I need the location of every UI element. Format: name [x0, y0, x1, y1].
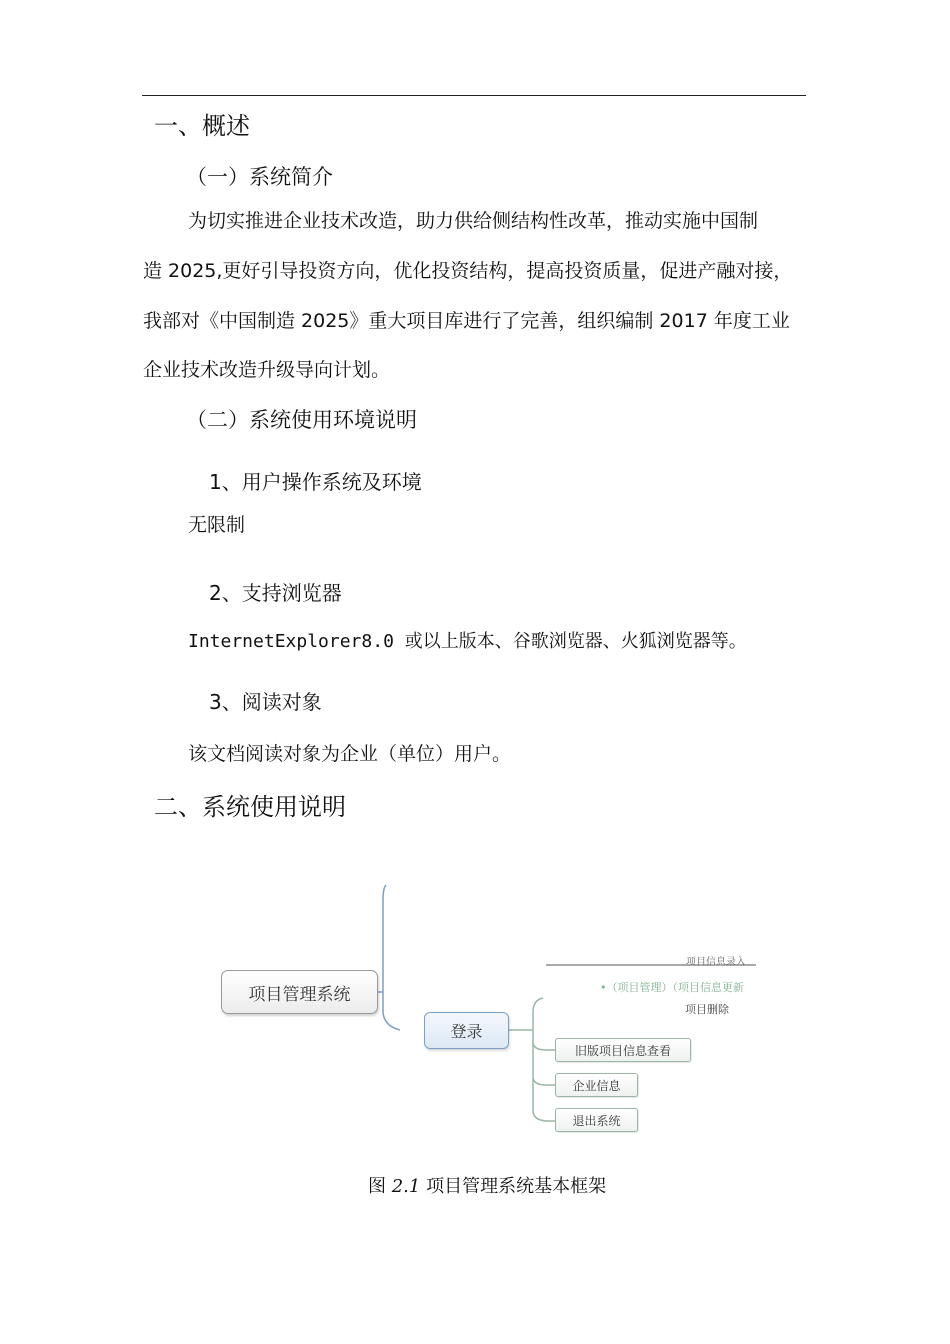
item-text-browser: InternetExplorer8.0 或以上版本、谷歌浏览器、火狐浏览器等。	[188, 631, 747, 652]
intro-paragraph-line-2: 造 2025,更好引导投资方向，优化投资结构，提高投资质量，促进产融对接，	[143, 260, 793, 282]
diagram-top-faded-label: 项目信息录入	[686, 957, 746, 968]
item-text-audience: 该文档阅读对象为企业（单位）用户。	[188, 743, 512, 765]
intro-paragraph-line-3: 我部对《中国制造 2025》重大项目库进行了完善，组织编制 2017 年度工业	[143, 310, 790, 332]
item-heading-audience: 3、阅读对象	[209, 690, 322, 714]
diagram-leaf-old-project-view: 旧版项目信息查看	[555, 1038, 691, 1062]
diagram-leaf-exit-system: 退出系统	[555, 1108, 638, 1132]
diagram-project-manage-label: •（项目管理）（项目信息更新	[600, 981, 744, 994]
figure-caption: 图 2.1 项目管理系统基本框架	[368, 1176, 607, 1197]
diagram-login-node: 登录	[424, 1012, 509, 1049]
section-heading-usage: 二、系统使用说明	[154, 793, 346, 821]
subsection-heading-intro: （一）系统简介	[186, 165, 333, 189]
diagram-root-node: 项目管理系统	[221, 970, 378, 1014]
diagram-project-delete-label: 项目删除	[685, 1003, 729, 1016]
intro-paragraph-line-1: 为切实推进企业技术改造，助力供给侧结构性改革，推动实施中国制	[188, 210, 759, 232]
diagram-leaf-company-info: 企业信息	[555, 1073, 638, 1097]
section-heading-overview: 一、概述	[154, 112, 250, 140]
item-heading-os: 1、用户操作系统及环境	[209, 470, 422, 494]
item-heading-browser: 2、支持浏览器	[209, 581, 342, 605]
intro-paragraph-line-4: 企业技术改造升级导向计划。	[143, 359, 391, 381]
item-text-os: 无限制	[188, 514, 246, 536]
subsection-heading-environment: （二）系统使用环境说明	[186, 408, 417, 432]
